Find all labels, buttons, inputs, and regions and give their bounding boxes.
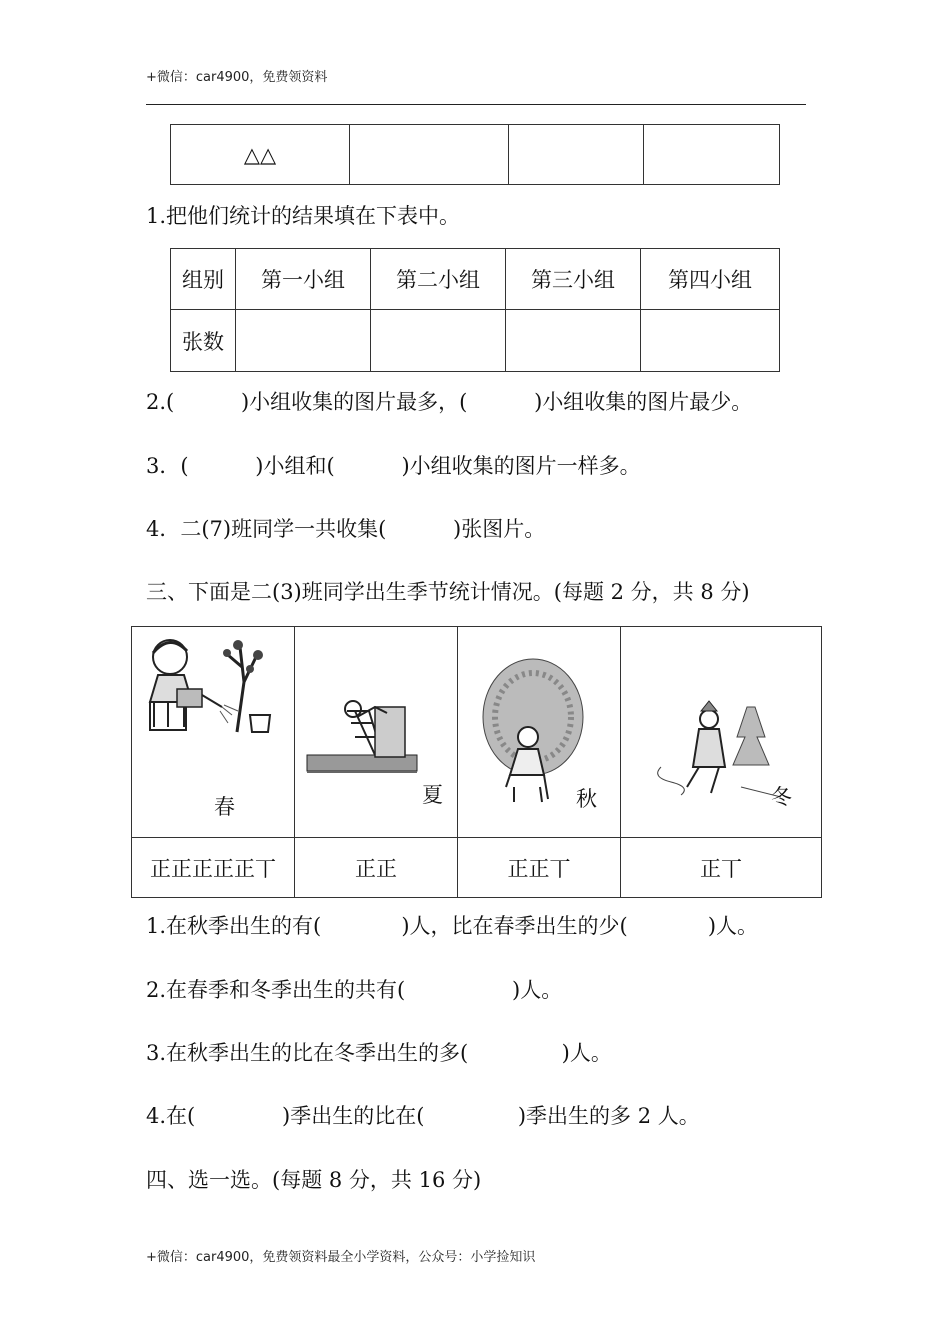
season-table — [131, 626, 822, 898]
season-cell-winter — [621, 627, 822, 838]
top-table — [170, 124, 780, 185]
question-4: 4．二(7)班同学一共收集( )张图片。 — [146, 517, 546, 541]
top-cell — [644, 125, 780, 185]
section-4-title: 四、选一选。(每题 8 分，共 16 分) — [146, 1168, 482, 1192]
page-header: +微信：car4900，免费领资料 — [146, 70, 328, 85]
table-cell: 组别 — [171, 249, 236, 310]
table-cell: 第三小组 — [506, 249, 641, 310]
season-label: 夏 — [422, 783, 443, 807]
top-cell — [350, 125, 509, 185]
answer-cell[interactable] — [236, 310, 371, 372]
section-3-title: 三、下面是二(3)班同学出生季节统计情况。(每题 2 分，共 8 分) — [146, 580, 750, 604]
tally-cell: 正正 — [295, 838, 458, 898]
s3-question-1: 1.在秋季出生的有( )人，比在春季出生的少( )人。 — [146, 914, 759, 938]
answer-cell[interactable] — [641, 310, 780, 372]
question-3: 3．( )小组和( )小组收集的图片一样多。 — [146, 454, 641, 478]
table-cell: 第四小组 — [641, 249, 780, 310]
group-table — [170, 248, 780, 372]
tally-cell: 正正丅 — [458, 838, 621, 898]
top-cell — [509, 125, 644, 185]
season-cell-summer — [295, 627, 458, 838]
season-cell-spring — [132, 627, 295, 838]
season-label: 春 — [214, 795, 235, 819]
page-footer: +微信：car4900，免费领资料最全小学资料，公众号：小学捡知识 — [146, 1250, 536, 1265]
table-cell: 第一小组 — [236, 249, 371, 310]
table-cell: 张数 — [171, 310, 236, 372]
s3-question-4: 4.在( )季出生的比在( )季出生的多 2 人。 — [146, 1104, 700, 1128]
top-cell: △△ — [171, 125, 350, 185]
season-label: 冬 — [771, 785, 792, 809]
table-cell: 第二小组 — [371, 249, 506, 310]
answer-cell[interactable] — [506, 310, 641, 372]
tally-cell: 正丅 — [621, 838, 822, 898]
answer-cell[interactable] — [371, 310, 506, 372]
header-rule — [146, 104, 806, 105]
question-2: 2.( )小组收集的图片最多，( )小组收集的图片最少。 — [146, 390, 753, 414]
tally-cell: 正正正正正丅 — [132, 838, 295, 898]
s3-question-2: 2.在春季和冬季出生的共有( )人。 — [146, 978, 563, 1002]
season-label: 秋 — [576, 787, 597, 811]
season-cell-autumn — [458, 627, 621, 838]
spring-illustration-icon — [132, 627, 294, 837]
s3-question-3: 3.在秋季出生的比在冬季出生的多( )人。 — [146, 1041, 612, 1065]
question-1: 1.把他们统计的结果填在下表中。 — [146, 204, 461, 228]
